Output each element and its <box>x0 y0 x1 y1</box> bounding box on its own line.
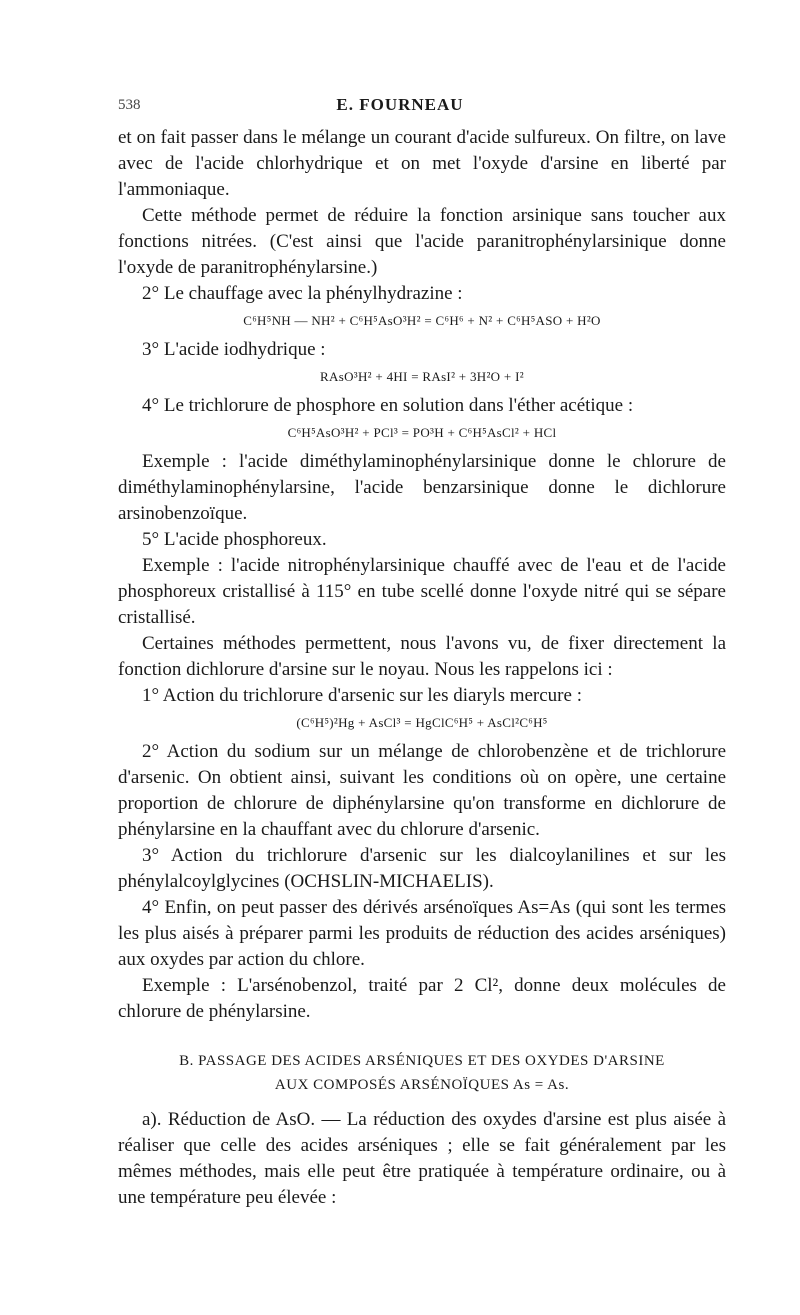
paragraph: Cette méthode permet de réduire la fonction arsinique sans toucher aux fonctions nitrées. (C'est ainsi que l'acide paranitrophénylarsinique donne l'oxyde de paranitrophénylarsine.) <box>118 205 726 278</box>
formula: (C⁶H⁵)²Hg + AsCl³ = HgClC⁶H⁵ + AsCl²C⁶H⁵ <box>296 715 548 730</box>
page-body <box>118 125 726 1211</box>
paragraph: 5° L'acide phosphoreux. <box>142 529 327 550</box>
running-head: E. FOURNEAU <box>336 95 464 114</box>
page-number: 538 <box>118 97 141 113</box>
section-title-line: B. PASSAGE DES ACIDES ARSÉNIQUES ET DES OXYDES D'ARSINE <box>179 1053 665 1069</box>
paragraph: 4° Le trichlorure de phosphore en solution dans l'éther acétique : <box>142 395 634 416</box>
paragraph: a). Réduction de AsO. — La réduction des oxydes d'arsine est plus aisée à réaliser que celle des acides arséniques ; elle se fait généralement par les mêmes méthodes, mais elle peut être pratiquée à température ordinaire, ou à une température peu élevée : <box>118 1109 726 1208</box>
paragraph: 1° Action du trichlorure d'arsenic sur les diaryls mercure : <box>142 685 582 706</box>
section-title-line: AUX COMPOSÉS ARSÉNOÏQUES As = As. <box>274 1077 570 1093</box>
paragraph: 4° Enfin, on peut passer des dérivés arsénoïques As=As (qui sont les termes les plus aisés à préparer parmi les produits de réduction des acides arséniques) aux oxydes par action du chlore. <box>118 897 726 970</box>
paragraph: Exemple : l'acide diméthylaminophénylarsinique donne le chlorure de diméthylaminophénylarsine, l'acide benzarsinique donne le dichlorure arsinobenzoïque. <box>118 451 726 524</box>
paragraph: 3° Action du trichlorure d'arsenic sur les dialcoylanilines et sur les phénylalcoylglycines (OCHSLIN-MICHAELIS). <box>118 845 726 892</box>
formula: RAsO³H² + 4HI = RAsI² + 3H²O + I² <box>320 369 524 384</box>
formula: C⁶H⁵NH — NH² + C⁶H⁵AsO³H² = C⁶H⁶ + N² + C⁶H⁵ASO + H²O <box>243 313 601 328</box>
paragraph: 2° Le chauffage avec la phénylhydrazine : <box>142 283 463 304</box>
formula: C⁶H⁵AsO³H² + PCl³ = PO³H + C⁶H⁵AsCl² + HCl <box>287 425 557 440</box>
section-title <box>118 1049 726 1097</box>
paragraph: Certaines méthodes permettent, nous l'avons vu, de fixer directement la fonction dichlorure d'arsine sur le noyau. Nous les rappelons ici : <box>118 633 726 680</box>
page-header <box>0 95 800 119</box>
paragraph: Exemple : L'arsénobenzol, traité par 2 Cl², donne deux molécules de chlorure de phénylarsine. <box>118 975 726 1022</box>
paragraph: Exemple : l'acide nitrophénylarsinique chauffé avec de l'eau et de l'acide phosphoreux cristallisé à 115° en tube scellé donne l'oxyde nitré qui se sépare cristallisé. <box>118 555 726 628</box>
paragraph: 2° Action du sodium sur un mélange de chlorobenzène et de trichlorure d'arsenic. On obtient ainsi, suivant les conditions où on opère, une certaine proportion de chlorure de diphénylarsine qu'on transforme en dichlorure de phénylarsine en la chauffant avec du chlorure d'arsenic. <box>118 741 726 840</box>
paragraph: 3° L'acide iodhydrique : <box>142 339 326 360</box>
paragraph: et on fait passer dans le mélange un courant d'acide sulfureux. On filtre, on lave avec de l'acide chlorhydrique et on met l'oxyde d'arsine en liberté par l'ammoniaque. <box>118 127 726 200</box>
